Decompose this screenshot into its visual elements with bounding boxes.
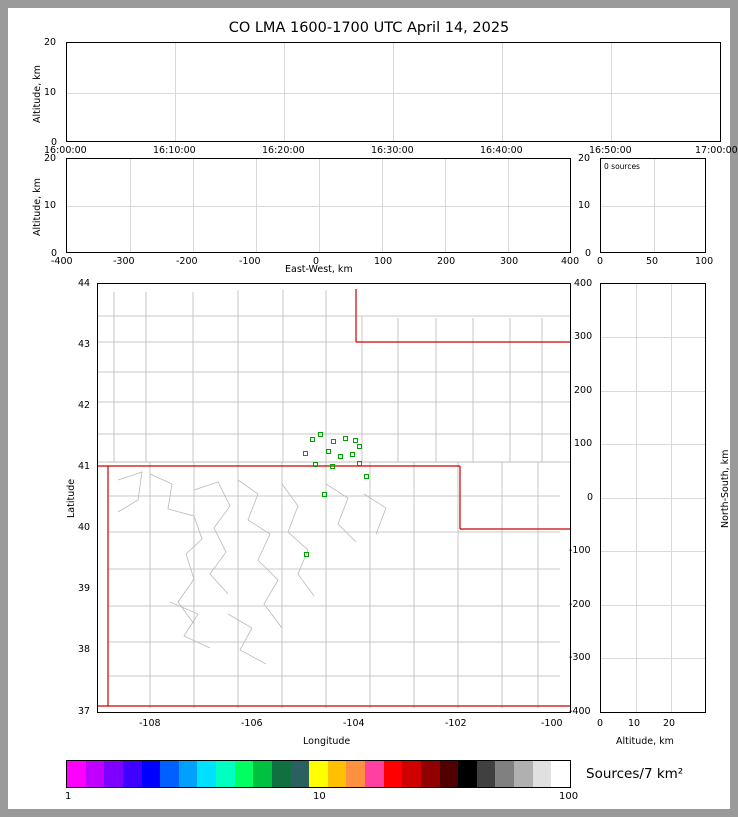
figure-canvas [8,8,738,809]
colorbar-tick-10: 10 [313,791,326,802]
panel2-ytick-10: 10 [44,200,57,211]
lma-source-point [364,474,369,479]
map-xtick-3: -102 [445,718,467,729]
colorbar-swatch [365,761,384,787]
colorbar-swatch [421,761,440,787]
panel3-xtick-2: 100 [695,256,714,267]
panel3-ytick-0: 0 [585,248,592,259]
colorbar-swatch [495,761,514,787]
lma-source-point [304,552,309,557]
map-ytick-39: 39 [78,583,91,594]
panel2-xtick-6: 200 [437,256,456,267]
panel2-ylabel: Altitude, km [32,178,43,236]
panel1-xtick-6: 17:00:00 [695,145,738,156]
panel1-xtick-3: 16:30:00 [371,145,414,156]
colorbar-swatch [216,761,235,787]
panel5-ytick-m100: -100 [569,545,591,556]
lma-source-point [357,444,362,449]
panel1-xtick-5: 16:50:00 [589,145,632,156]
map-ytick-44: 44 [78,278,91,289]
map-xtick-2: -104 [343,718,365,729]
colorbar-swatch [104,761,123,787]
colorbar-swatch [142,761,161,787]
colorbar-swatch [514,761,533,787]
panel1-ytick-0: 0 [51,137,58,148]
panel3-xtick-0: 0 [597,256,604,267]
panel3-xtick-1: 50 [646,256,659,267]
panel2-xtick-5: 100 [374,256,393,267]
panel2-xlabel: East-West, km [285,264,353,275]
map-ytick-40: 40 [78,522,91,533]
lma-source-point [338,454,343,459]
panel5-ytick-300: 300 [574,331,593,342]
panel5-ytick-0: 0 [587,492,594,503]
panel2-xtick-8: 400 [561,256,580,267]
panel2-xtick-0: -400 [51,256,73,267]
colorbar-swatch [346,761,365,787]
panel2-xtick-7: 300 [500,256,519,267]
lma-source-point [331,439,336,444]
panel1-xtick-2: 16:20:00 [262,145,305,156]
map-xlabel: Longitude [303,736,351,747]
panel2-ytick-20: 20 [44,153,57,164]
map-ytick-38: 38 [78,644,91,655]
panel2-ytick-0: 0 [51,248,58,259]
map-ytick-42: 42 [78,400,91,411]
lma-source-point [330,464,335,469]
map-xtick-0: -108 [139,718,161,729]
panel5-xtick-20: 20 [663,718,676,729]
panel5-ytick-m300: -300 [569,652,591,663]
colorbar-swatch [328,761,347,787]
panel1-xtick-1: 16:10:00 [153,145,196,156]
panel5-ytick-m400: -400 [569,706,591,717]
panel1-xtick-0: 16:00:00 [44,145,87,156]
lma-source-point [350,452,355,457]
lma-source-point [343,436,348,441]
colorbar-swatch [235,761,254,787]
colorbar-swatch [291,761,310,787]
map-geography [98,284,570,712]
lma-source-point [310,437,315,442]
panel5-xtick-0: 0 [597,718,604,729]
lma-source-point [313,462,318,467]
panel2-xtick-2: -200 [176,256,198,267]
panel1-ytick-10: 10 [44,87,57,98]
colorbar-swatch [384,761,403,787]
panel-map[interactable] [97,283,571,713]
colorbar-swatch [179,761,198,787]
histogram-source-count: 0 sources [604,162,640,171]
lma-source-point [353,438,358,443]
map-xtick-4: -100 [541,718,563,729]
colorbar-swatch [123,761,142,787]
colorbar-swatch [477,761,496,787]
panel-time-altitude[interactable] [66,42,721,142]
panel1-ylabel: Altitude, km [32,65,43,123]
panel-eastwest-altitude[interactable] [66,158,571,253]
panel3-ytick-10: 10 [578,200,591,211]
colorbar[interactable] [66,760,571,788]
figure-title: CO LMA 1600-1700 UTC April 14, 2025 [228,20,510,36]
colorbar-swatch [551,761,570,787]
map-ytick-43: 43 [78,339,91,350]
colorbar-title: Sources/7 km² [586,766,684,782]
panel1-ytick-20: 20 [44,37,57,48]
panel1-xtick-4: 16:40:00 [480,145,523,156]
map-ytick-37: 37 [78,706,91,717]
colorbar-swatch [440,761,459,787]
map-ytick-41: 41 [78,461,91,472]
colorbar-swatch [253,761,272,787]
panel-altitude-histogram[interactable] [600,158,706,253]
colorbar-swatch [86,761,105,787]
map-xtick-1: -106 [241,718,263,729]
panel5-ytick-200: 200 [574,385,593,396]
colorbar-swatch [67,761,86,787]
colorbar-swatch [402,761,421,787]
colorbar-swatch [309,761,328,787]
lma-source-point [322,492,327,497]
lma-source-point [303,451,308,456]
colorbar-swatch [272,761,291,787]
panel2-xtick-3: -100 [239,256,261,267]
panel5-ylabel: North-South, km [720,449,731,528]
panel5-ytick-100: 100 [574,438,593,449]
panel-northsouth-altitude[interactable] [600,283,706,713]
map-ylabel: Latitude [66,478,77,518]
panel5-xtick-10: 10 [628,718,641,729]
colorbar-swatch [458,761,477,787]
colorbar-tick-1: 1 [65,791,72,802]
panel5-ytick-400: 400 [574,278,593,289]
panel2-xtick-1: -300 [113,256,135,267]
panel5-ytick-m200: -200 [569,599,591,610]
colorbar-swatch [197,761,216,787]
lma-source-point [357,461,362,466]
colorbar-swatch [160,761,179,787]
panel2-xtick-4: 0 [313,256,320,267]
lma-source-point [326,449,331,454]
colorbar-tick-100: 100 [559,791,579,802]
colorbar-swatch [533,761,552,787]
panel5-xlabel: Altitude, km [616,736,674,747]
panel3-ytick-20: 20 [578,153,591,164]
lma-source-point [318,432,323,437]
